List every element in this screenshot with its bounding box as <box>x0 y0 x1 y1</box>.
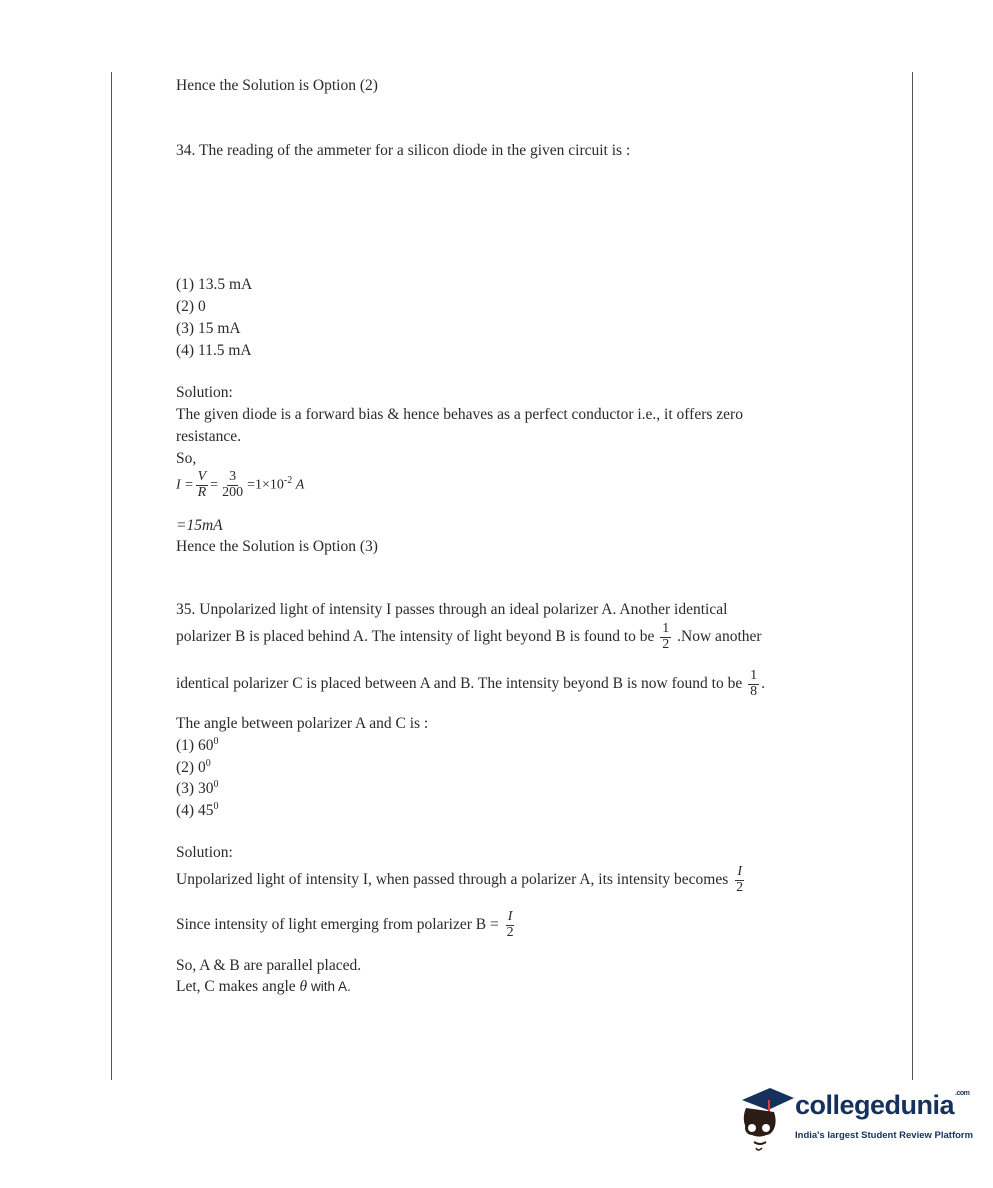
fraction-one-half: $\frac{1}{2}$ <box>662 621 670 652</box>
previous-answer: Hence the Solution is Option (2) <box>176 77 378 94</box>
q34-answer: Hence the Solution is Option (3) <box>176 538 378 555</box>
q34-equation-2: =15mA <box>176 517 223 534</box>
q34-option-2: (2) 0 <box>176 298 206 315</box>
q34-solution-text-2: resistance. <box>176 428 241 445</box>
q35-solution-line-3: So, A & B are parallel placed. <box>176 957 362 974</box>
question-35-line-1: 35. Unpolarized light of intensity I passes through an ideal polarizer A. Another identical <box>176 601 728 618</box>
fraction-i-over-2-b: $\frac{I}{2}$ <box>506 909 514 940</box>
q35-solution-line-1: Unpolarized light of intensity I, when passed through a polarizer A, its intensity becomes $\frac{I}{2}$ <box>176 864 744 895</box>
q35-option-3: (3) $30^0$ <box>176 779 219 798</box>
question-35-line-4: The angle between polarizer A and C is : <box>176 715 429 732</box>
theta-symbol: θ <box>299 978 308 995</box>
q35-option-1: (1) $60^0$ <box>176 736 219 755</box>
q34-solution-text: The given diode is a forward bias & hence behaves as a perfect conductor i.e., it offers zero <box>176 406 743 423</box>
q35-solution-line-2: Since intensity of light emerging from polarizer B = $\frac{I}{2}$ <box>176 909 514 940</box>
eq-lhs: I = <box>176 477 194 493</box>
q34-equation: I = $\frac{V}{R}$ = $\frac{3}{200}$ $=1\times 10^{-2}$ A <box>176 469 305 500</box>
q34-so: So, <box>176 450 197 467</box>
q35-solution-line-4: Let, C makes angle θ with A. <box>176 978 351 995</box>
q34-solution-label: Solution: <box>176 384 233 401</box>
fraction-3-over-200: $\frac{3}{200}$ <box>222 469 244 500</box>
logo-wordmark: collegedunia$^{.com}$ <box>795 1090 970 1120</box>
fraction-v-over-r: $\frac{V}{R}$ <box>197 469 207 500</box>
q34-option-3: (3) 15 mA <box>176 320 241 337</box>
question-35-line-2: polarizer B is placed behind A. The intensity of light beyond B is found to be $\frac{1}{2}$ .Now another <box>176 621 762 652</box>
page-border-right <box>912 72 913 1080</box>
fraction-i-over-2: $\frac{I}{2}$ <box>736 864 744 895</box>
question-35-line-3: identical polarizer C is placed between A and B. The intensity beyond B is now found to be $\frac{1}{8}$ . <box>176 668 765 699</box>
q34-option-1: (1) 13.5 mA <box>176 276 253 293</box>
fraction-one-eighth: $\frac{1}{8}$ <box>750 668 758 699</box>
q35-option-4: (4) $45^0$ <box>176 801 219 820</box>
q35-option-2: (2) $0^0$ <box>176 758 211 777</box>
q34-option-4: (4) 11.5 mA <box>176 342 252 359</box>
question-34: 34. The reading of the ammeter for a silicon diode in the given circuit is : <box>176 142 631 159</box>
logo-tagline: India's largest Student Review Platform <box>795 1130 974 1141</box>
q35-solution-label: Solution: <box>176 844 233 861</box>
page-border-left <box>111 72 112 1080</box>
